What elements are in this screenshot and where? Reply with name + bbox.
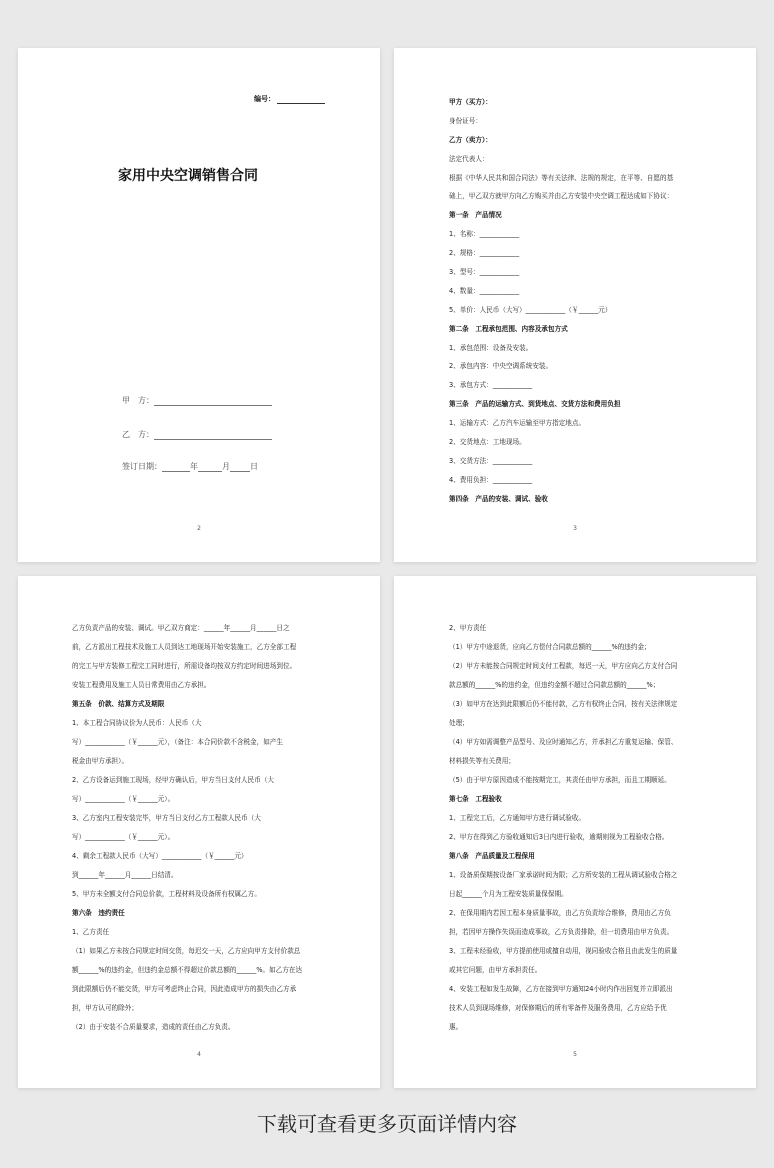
contract-page-3 bbox=[394, 48, 756, 562]
text-line: 惠。 bbox=[449, 1023, 463, 1031]
day-label: 日 bbox=[250, 462, 258, 471]
text-line: （2）甲方未能按合同规定时间支付工程款，每迟一天，甲方应向乙方支付合同 bbox=[449, 662, 678, 670]
text-line: 1、工程完工后，乙方通知甲方进行调试验收。 bbox=[449, 814, 586, 822]
text-line: 4、安装工程如发生故障，乙方在接到甲方通知24小时内作出回复并立即派出 bbox=[449, 985, 673, 993]
text-line: 担，若因甲方操作失误而造成事故，乙方负责排除，但一切费用由甲方负责。 bbox=[449, 928, 674, 936]
text-line: 写）____________（￥______元），（备注：本合同价款不含税金，如产生 bbox=[72, 738, 283, 746]
text-line: （4）甲方如需调整产品型号、及应时通知乙方，并承担乙方重复运输、保管、 bbox=[449, 738, 678, 746]
party-b-label: 乙 方： bbox=[122, 430, 154, 439]
text-line: 2、在保用期内若因工程本身质量事故，由乙方负责综合维修，费用由乙方负 bbox=[449, 909, 671, 917]
text-line: 2、规格：____________ bbox=[449, 249, 520, 258]
party-b-signature bbox=[122, 429, 272, 440]
text-line: 3、乙方室内工程安装完毕，甲方当日支付乙方工程款人民币（大 bbox=[72, 814, 261, 822]
contract-text bbox=[449, 619, 709, 1037]
text-line: （1）甲方中途退货，应向乙方偿付合同款总额的______%的违约金； bbox=[449, 643, 651, 651]
text-line: 税金由甲方承担）。 bbox=[72, 757, 129, 765]
contract-text bbox=[72, 619, 332, 1037]
month-label: 月 bbox=[222, 462, 230, 471]
text-line: 3、承包方式：____________ bbox=[449, 381, 533, 390]
section-heading: 甲方（买方）： bbox=[449, 98, 492, 106]
text-line: 1、名称：____________ bbox=[449, 230, 520, 239]
document-number bbox=[254, 94, 325, 104]
text-line: 处理； bbox=[449, 719, 469, 727]
text-line: （1）如果乙方未按合同规定时间交货，每迟交一天，乙方应向甲方支付价款总 bbox=[72, 947, 301, 955]
text-line: 2、乙方设备运到施工现场，经甲方确认后，甲方当日支付人民币（大 bbox=[72, 776, 275, 784]
text-line: 乙方负责产品的安装、调试。甲乙双方商定：______年______月______日之 bbox=[72, 624, 290, 632]
text-line: 1、本工程合同协议价为人民币：人民币（大 bbox=[72, 719, 202, 727]
text-line: 担，甲方认可的除外； bbox=[72, 1004, 138, 1012]
text-line: 身份证号： bbox=[449, 116, 482, 125]
text-line: 3、交货方法：____________ bbox=[449, 456, 533, 465]
party-a-blank bbox=[154, 396, 272, 406]
year-blank bbox=[162, 462, 190, 472]
text-line: 4、数量：____________ bbox=[449, 286, 520, 295]
document-number-blank bbox=[277, 95, 325, 104]
sign-date bbox=[122, 461, 258, 472]
section-heading: 第八条 产品质量及工程保用 bbox=[449, 852, 535, 860]
page-number: 2 bbox=[197, 525, 201, 532]
text-line: 写）____________（￥______元）。 bbox=[72, 833, 175, 841]
text-line: （5）由于甲方原因造成不能按期完工，其责任由甲方承担，而且工期顺延。 bbox=[449, 776, 671, 784]
party-b-blank bbox=[154, 430, 272, 440]
text-line: 日起______个月为工程安装质量保保期。 bbox=[449, 890, 568, 898]
text-line: 1、乙方责任 bbox=[72, 928, 110, 936]
page-number: 4 bbox=[197, 1051, 201, 1058]
text-line: 4、剩余工程款人民币（大写）____________（￥______元） bbox=[72, 852, 248, 860]
text-line: 3、型号：____________ bbox=[449, 268, 520, 277]
text-line: 法定代表人： bbox=[449, 154, 489, 163]
text-line: 安装工程费用及施工人员日常费用由乙方承担。 bbox=[72, 681, 211, 689]
text-line: 5、单价：人民币（大写）____________（￥______元） bbox=[449, 305, 612, 314]
text-line: 根据《中华人民共和国合同法》等有关法律、法规的规定，在平等、自愿的基 bbox=[449, 173, 674, 182]
page-number: 5 bbox=[573, 1051, 577, 1058]
page-number: 3 bbox=[573, 525, 577, 532]
download-more-note: 下载可查看更多页面详情内容 bbox=[257, 1112, 517, 1136]
party-a-signature bbox=[122, 395, 272, 406]
year-label: 年 bbox=[190, 462, 198, 471]
text-line: （2）由于安装不合质量要求，造成的责任由乙方负责。 bbox=[72, 1023, 235, 1031]
sign-date-label: 签订日期： bbox=[122, 462, 162, 471]
section-heading: 第一条 产品情况 bbox=[449, 211, 502, 220]
text-line: 的完工与甲方装修工程完工同时进行，所需设备均按双方约定时间进场到位。 bbox=[72, 662, 297, 670]
section-heading: 第六条 违约责任 bbox=[72, 909, 125, 917]
text-line: 3、工程未经验收，甲方提前使用或擅自动用，视同验收合格且由此发生的质量 bbox=[449, 947, 678, 955]
month-blank bbox=[198, 462, 222, 472]
text-line: 技术人员到现场维修，对保修期后的所有零备件及服务费用，乙方应给予优 bbox=[449, 1004, 667, 1012]
document-title: 家用中央空调销售合同 bbox=[118, 168, 258, 184]
text-line: 写）____________（￥______元）。 bbox=[72, 795, 175, 803]
contract-page-5 bbox=[394, 576, 756, 1088]
section-heading: 乙方（卖方）： bbox=[449, 135, 492, 144]
day-blank bbox=[230, 462, 250, 472]
text-line: 4、费用负担：____________ bbox=[449, 475, 533, 484]
section-heading: 第五条 价款、结算方式及期限 bbox=[72, 700, 165, 708]
text-line: 2、交货地点：工地现场。 bbox=[449, 438, 526, 447]
text-line: 1、承包范围：设备及安装。 bbox=[449, 343, 533, 352]
party-a-label: 甲 方： bbox=[122, 396, 154, 405]
text-line: 前，乙方派出工程技术及施工人员到达工地现场开始安装施工，乙方全部工程 bbox=[72, 643, 297, 651]
text-line: 5、甲方未全额支付合同总价款，工程材料及设备所有权属乙方。 bbox=[72, 890, 261, 898]
contract-text bbox=[449, 93, 709, 509]
text-line: 2、甲方责任 bbox=[449, 624, 487, 632]
section-heading: 第七条 工程验收 bbox=[449, 795, 502, 803]
text-line: 额______%的违约金，但违约金总额不得超过价款总额的______%。如乙方在达 bbox=[72, 966, 303, 974]
text-line: （3）如甲方在达到此限额后仍不能付款，乙方有权终止合同，按有关法律规定 bbox=[449, 700, 678, 708]
text-line: 础上，甲乙双方就甲方向乙方购买并由乙方安装中央空调工程达成如下协议： bbox=[449, 192, 674, 201]
text-line: 款总额的______%的违约金，但违约金额不超过合同款总额的______%； bbox=[449, 681, 660, 689]
contract-page-4 bbox=[18, 576, 380, 1088]
section-heading: 第四条 产品的安装、调试、验收 bbox=[449, 494, 548, 503]
text-line: 到______年______月______日结清。 bbox=[72, 871, 178, 879]
text-line: 1、设备质保期按设备厂家承诺时间为限；乙方所安装的工程从调试验收合格之 bbox=[449, 871, 678, 879]
text-line: 到此限额后仍不能交货，甲方可考虑终止合同，因此造成甲方的损失由乙方承 bbox=[72, 985, 297, 993]
cover-page bbox=[18, 48, 380, 562]
document-number-label: 编号： bbox=[254, 95, 275, 103]
section-heading: 第二条 工程承包范围、内容及承包方式 bbox=[449, 324, 568, 333]
text-line: 材料损失等有关费用； bbox=[449, 757, 515, 765]
text-line: 2、甲方在得到乙方验收通知后3日内进行验收，逾期则视为工程验收合格。 bbox=[449, 833, 669, 841]
text-line: 1、运输方式：乙方汽车运输至甲方指定地点。 bbox=[449, 419, 586, 428]
section-heading: 第三条 产品的运输方式、到货地点、交货方法和费用负担 bbox=[449, 400, 621, 409]
text-line: 或其它问题，由甲方承担责任。 bbox=[449, 966, 542, 974]
text-line: 2、承包内容：中央空调系统安装。 bbox=[449, 362, 553, 371]
